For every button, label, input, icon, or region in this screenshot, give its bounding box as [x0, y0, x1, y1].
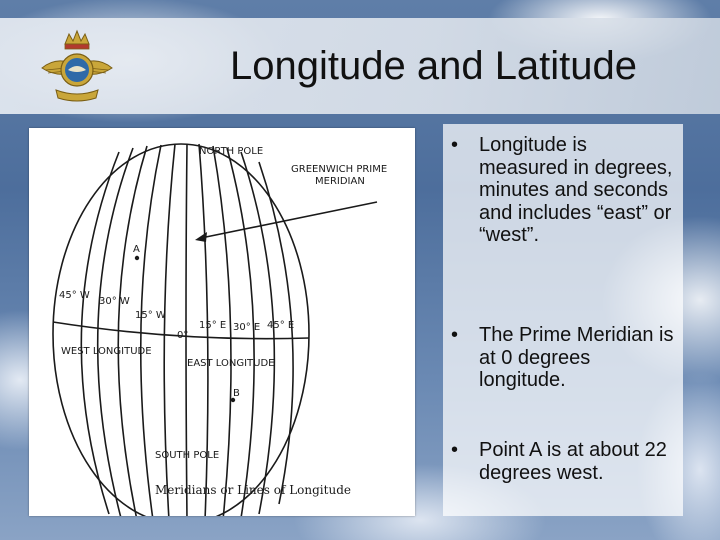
bullet-marker: • [451, 134, 459, 156]
deg-45e-label: 45° E [267, 320, 295, 331]
bullet-text-1: Longitude is measured in degrees, minutes and seconds and includes “east” or “west”. [479, 134, 673, 246]
slide-title: Longitude and Latitude [230, 44, 638, 88]
deg-15e-label: 15° E [199, 320, 227, 331]
bullet-text-2: The Prime Meridian is at 0 degrees longitude. [479, 324, 674, 391]
meridian [241, 152, 274, 514]
deg-30e-label: 30° E [233, 322, 261, 333]
deg-30w-label: 30° W [99, 296, 130, 307]
meridian [259, 162, 293, 504]
figure-caption: Meridians or Lines of Longitude [155, 483, 351, 497]
point-b-label: B [233, 388, 240, 399]
point-a-dot [135, 256, 139, 260]
east-longitude-label: EAST LONGITUDE [187, 358, 275, 369]
greenwich-label: GREENWICH PRIME [291, 164, 388, 175]
meridian-label: MERIDIAN [315, 176, 365, 187]
north-pole-label: NORTH POLE [199, 146, 264, 157]
longitude-figure [29, 128, 415, 516]
deg-0-label: 0° [177, 330, 189, 341]
south-pole-label: SOUTH POLE [155, 450, 220, 461]
west-longitude-label: WEST LONGITUDE [61, 346, 152, 357]
bullet-marker: • [451, 439, 459, 461]
point-a-label: A [133, 244, 140, 255]
globe-diagram [29, 128, 415, 516]
arrowhead [195, 232, 207, 242]
rcaf-crest-icon [34, 22, 120, 108]
bullet-panel [443, 124, 683, 516]
bullet-marker: • [451, 324, 459, 346]
bullet-text-3: Point A is at about 22 degrees west. [479, 439, 667, 484]
deg-45w-label: 45° W [59, 290, 90, 301]
deg-15w-label: 15° W [135, 310, 166, 321]
